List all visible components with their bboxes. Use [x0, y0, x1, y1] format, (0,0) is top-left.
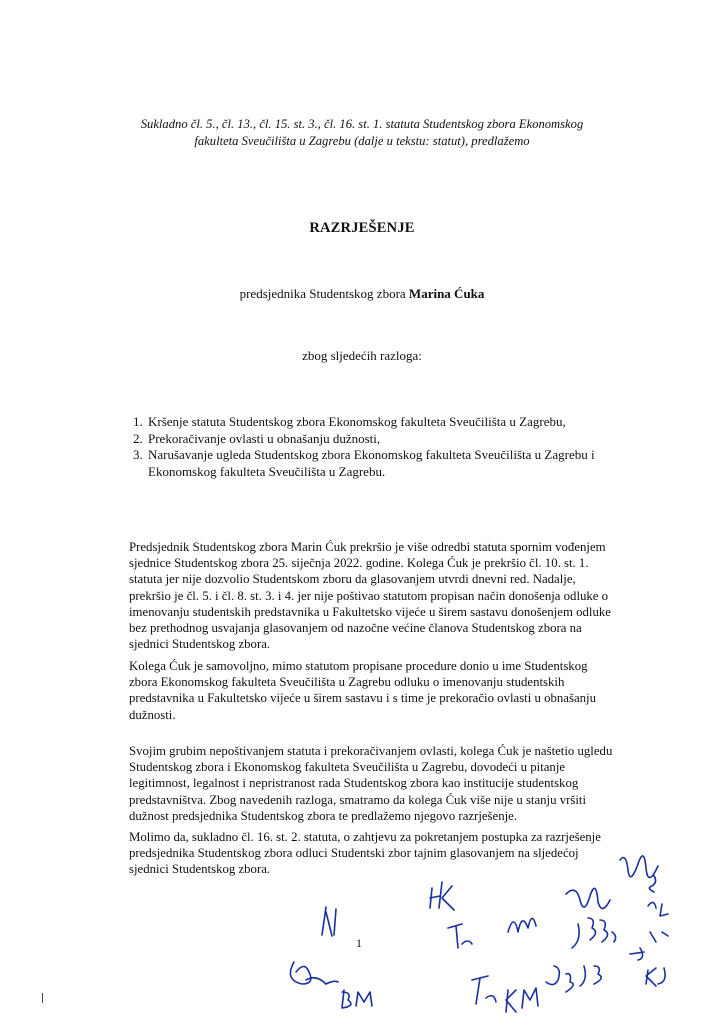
reason-item: 1. Kršenje statuta Studentskog zbora Ekonomskog fakulteta Sveučilišta u Zagrebu, [146, 414, 646, 431]
reasons-lead: zbog sljedećih razloga: [302, 348, 422, 363]
subject-line [0, 286, 724, 302]
body-paragraph: Predsjednik Studentskog zbora Marin Ćuk prekršio je više odredbi statuta spornim vođenjem sjednice Studentskog zbora 25. siječnja 2022. godine. Kolega Ćuk je prekršio čl. 10. st. 1. statuta jer nije dozvolio Studentskom zboru da glasovanjem utvrdi dnevni red. Nadalje, prekršio je čl. 5. i čl. 8. st. 3. i 4. jer nije poštivao statutom propisan način donošenja odluke o imenovanju studentskih predstavnika u Fakultetsko vijeće u širem sastavu donošenjem odluke bez prethodnog usvajanja glasovanjem od nazočne većine članova Studentskog zbora na sjednici Studentskog zbora. [129, 540, 611, 652]
reason-item: 3. Narušavanje ugleda Studentskog zbora Ekonomskog fakulteta Sveučilišta u Zagrebu i Ekonomskog fakulteta Sveučilišta u Zagrebu. [146, 447, 646, 480]
subject-prefix: predsjednika Studentskog zbora [239, 286, 409, 301]
page-number: 1 [356, 936, 362, 950]
intro-text: Sukladno čl. 5., čl. 13., čl. 15. st. 3., čl. 16. st. 1. statuta Studentskog zbora Ekonomskog fakulteta Sveučilišta u Zagrebu (dalje u tekstu: statut), predlažemo [140, 116, 584, 148]
body-paragraph: Molimo da, sukladno čl. 16. st. 2. statuta, o zahtjevu za pokretanjem postupka za razrješenje predsjednika Studentskog zbora odluci Studentski zbor tajnim glasovanjem na sljedećoj sjednici Studentskog zbora. [129, 830, 601, 877]
body-paragraph: Svojim grubim nepoštivanjem statuta i prekoračivanjem ovlasti, kolega Ćuk je naštetio ugledu Studentskog zbora i Ekonomskog fakulteta Sveučilišta u Zagrebu, dovodeći u pitanje legitimnost, legalnost i nepristranost rada Studentskog zbora kao institucije studentskog predstavništva. Zbog navedenih razloga, smatramo da kolega Ćuk više nije u stanju vršiti dužnost predsjednika Studentskog zbora te predlažemo njegovo razrješenje. [129, 744, 613, 823]
document-title: RAZRJEŠENJE [309, 220, 415, 236]
reason-item: 2. Prekoračivanje ovlasti u obnašanju dužnosti, [146, 431, 646, 448]
reasons-list [124, 414, 646, 480]
body-paragraph: Kolega Ćuk je samovoljno, mimo statutom propisane procedure donio u ime Studentskog zbora Ekonomskog fakulteta Sveučilišta u Zagrebu odluku o imenovanju studentskih predstavnika u Fakultetsko vijeće u širem sastavu i s time je prekoračio ovlasti u obnašanju dužnosti. [129, 659, 596, 722]
handwritten-signatures [0, 840, 724, 1024]
scan-edge-mark [42, 993, 43, 1003]
subject-name: Marina Ćuka [408, 286, 485, 301]
